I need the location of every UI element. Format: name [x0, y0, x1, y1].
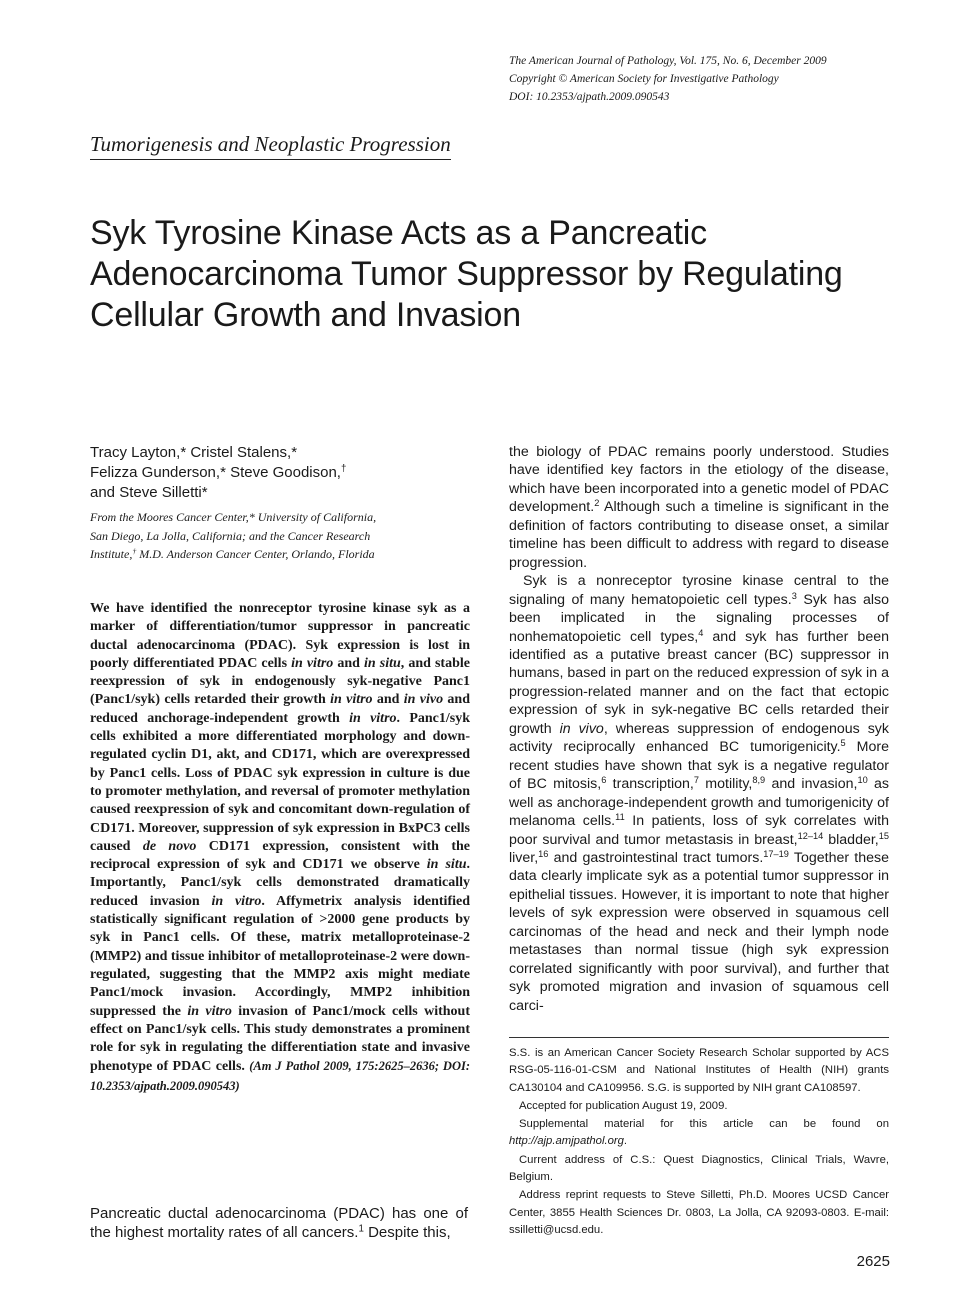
journal-line: The American Journal of Pathology, Vol. 175, No. 6, December 2009: [509, 55, 827, 67]
author-line: and Steve Silletti*: [90, 484, 208, 501]
reference-mark: 2: [594, 498, 600, 509]
affiliation-mark: †: [132, 546, 137, 556]
funding-note: S.S. is an American Cancer Society Research Scholar supported by ACS RSG-05-116-01-CSM and National Institutes of Health (NIH) grants CA130104 and CA109956. S.G. is supported by NIH grant CA108597.: [509, 1047, 889, 1094]
title-line: Syk Tyrosine Kinase Acts as a Pancreatic: [90, 214, 707, 252]
abstract: We have identified the nonreceptor tyrosine kinase syk as a marker of differentiation/tumor suppressor in pancreatic ductal adenocarcinoma (PDAC). Syk expression is lost in poorly differentiated PDAC cells in vitro and in situ, and stable reexpression of syk in endogenously syk-negative Panc1 (Panc1/syk) cells retarded their growth in vitro and in vivo and reduced anchorage-independent growth in vitro. Panc1/syk cells exhibited a more differentiated morphology and down-regulated cyclin D1, akt, and CD171, which are overexpressed by Panc1 cells. Loss of PDAC syk expression in culture is due to promoter methylation, and reversal of promoter methylation caused reexpression of syk and concomitant down-regulation of CD171. Moreover, suppression of syk expression in BxPC3 cells caused de novo CD171 expression, consistent with the reciprocal expression of syk and CD171 we observe in situ. Importantly, Panc1/syk cells demonstrated dramatically reduced invasion in vitro. Affymetrix analysis identified statistically significant regulation of >2000 gene products by syk in Panc1 cells. Of these, matrix metalloproteinase-2 (MMP2) and tissue inhibitor of metalloproteinase-2 were down-regulated, suggesting that the MMP2 axis might mediate Panc1/mock invasion. Accordingly, MMP2 inhibition suppressed the in vitro invasion of Panc1/mock cells without effect on Panc1/syk cells. This study demonstrates a prominent role for syk in regulating the differentiation state and invasive phenotype of PDAC cells. (Am J Pathol 2009, 175:2625–2636; DOI: 10.2353/ajpath.2009.090543): [90, 601, 471, 1093]
paragraph: the biology of PDAC remains poorly understood. Studies have identified key factors in the etiology of the disease, which have been incorporated into a genetic model of PDAC development.$^2$ Although such a timeline is significant in the definition of factors contributing to disease onset, a similar timeline has been difficult to address with regard to disease progression.: [509, 444, 889, 571]
reference-mark: 1: [358, 1223, 364, 1235]
journal-citation: [509, 52, 929, 106]
affiliation-text: Institute,: [90, 547, 133, 561]
affiliation-text: M.D. Anderson Cancer Center, Orlando, Florida: [136, 547, 375, 561]
abstract-citation: (Am J Pathol 2009, 175:2625–2636; DOI: 10.2353/ajpath.2009.090543): [90, 1059, 471, 1093]
article-title: [90, 213, 910, 336]
current-address-note: Current address of C.S.: Quest Diagnostics, Clinical Trials, Wavre, Belgium.: [509, 1153, 889, 1184]
affiliation-line: From the Moores Cancer Center,* University of California,: [90, 510, 377, 524]
affiliation-line: [90, 545, 470, 564]
page-number: 2625: [856, 1253, 890, 1270]
paragraph: Syk is a nonreceptor tyrosine kinase central to the signaling of many hematopoietic cell types.$^3$ Syk has also been implicated in the signaling processes of nonhematopoietic cell types,$^4$ and syk has further been identified as a putative breast cancer (BC) suppressor in humans, based in part on the reduced expression of syk in a progression-related manner and on the fact that ectopic expression of syk in syk-negative BC cells retarded their growth in vivo, whereas suppression of endogenous syk activity reciprocally enhanced BC tumorigenicity.$^5$ More recent studies have shown that syk is a negative regulator of BC mitosis,$^6$ transcription,$^7$ motility,$^{8,9}$ and invasion,$^{10}$ as well as anchorage-independent growth and tumorigenicity of melanoma cells.$^{11}$ In patients, loss of syk correlates with poor survival and tumor metastasis in breast,$^{12-14}$ bladder,$^{15}$ liver,$^{16}$ and gastrointestinal tract tumors.$^{17-19}$ Together these data clearly implicate syk as a potential tumor suppressor in epithelial tissues. However, it is important to note that higher levels of syk expression were observed in squamous cell carcinomas of the head and neck and their lymph node metastases than normal tissue (high syk expression correlated significantly with poor survival), and further that syk promoted migration and invasion of squamous cell carci-: [509, 573, 890, 1014]
author-line: [90, 463, 480, 483]
title-line: Cellular Growth and Invasion: [90, 296, 521, 334]
introduction-text: Pancreatic ductal adenocarcinoma (PDAC) has one of the highest mortality rates of all cancers.$^1$ Despite this,: [90, 1205, 468, 1241]
footnote-divider: [509, 1037, 889, 1038]
title-line: Adenocarcinoma Tumor Suppressor by Regulating: [90, 255, 843, 293]
author-line: Tracy Layton,* Cristel Stalens,*: [90, 444, 298, 461]
section-heading: Tumorigenesis and Neoplastic Progression: [90, 132, 451, 160]
supplemental-note: Supplemental material for this article can be found on http://ajp.amjpathol.org.: [509, 1118, 889, 1148]
affiliation: [90, 508, 470, 564]
doi-line: DOI: 10.2353/ajpath.2009.090543: [509, 91, 670, 103]
author-text: Felizza Gunderson,* Steve Goodison,: [90, 464, 341, 481]
author-list: [90, 443, 480, 503]
reprint-note: Address reprint requests to Steve Silletti, Ph.D. Moores UCSD Cancer Center, 3855 Health Sciences Dr. 0803, La Jolla, CA 92093-0803. E-mail: ssilletti@ucsd.edu.: [509, 1189, 889, 1236]
affiliation-line: San Diego, La Jolla, California; and the Cancer Research: [90, 528, 371, 543]
body-text-right-column: [509, 443, 889, 1015]
supplemental-link[interactable]: http://ajp.amjpathol.org: [509, 1135, 624, 1148]
copyright-line: Copyright © American Society for Investigative Pathology: [509, 73, 779, 85]
accepted-note: Accepted for publication August 19, 2009.: [519, 1099, 728, 1112]
affiliation-mark: †: [340, 463, 347, 475]
footnotes: [509, 1045, 889, 1240]
